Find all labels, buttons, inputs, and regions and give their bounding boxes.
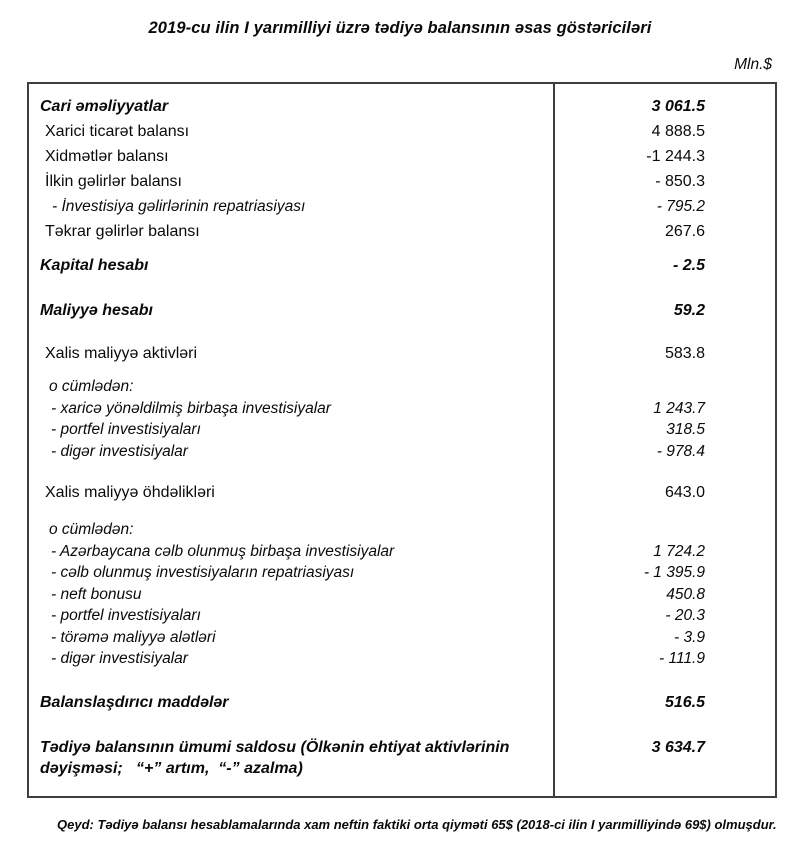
row-value: - 1 395.9 [643, 564, 705, 581]
row-label: Xalis maliyyə öhdəlikləri [45, 484, 215, 501]
column-divider [553, 84, 555, 796]
row-value: 3 634.7 [651, 738, 705, 756]
row-label: - portfel investisiyaları [51, 607, 201, 624]
row-value: 59.2 [673, 302, 705, 319]
table-row [29, 562, 775, 584]
row-value: -1 244.3 [646, 148, 705, 165]
table-row [29, 648, 775, 670]
row-value: 450.8 [666, 585, 705, 603]
row-value: 318.5 [666, 421, 705, 438]
row-value: - 2.5 [672, 257, 705, 274]
row-label: - xaricə yönəldilmiş birbaşa investisiyalar [51, 399, 331, 417]
row-label: Tədiyə balansının ümumi saldosu (Ölkənin ehtiyat aktivlərinin dəyişməsi; “+” artım, “-” azalma) [40, 738, 514, 777]
row-label: - törəmə maliyyə alətləri [51, 628, 216, 646]
row-value: 1 724.2 [653, 542, 705, 560]
row-label: Xalis maliyyə aktivləri [45, 345, 198, 362]
balance-of-payments-table [27, 82, 777, 798]
row-label: Xarici ticarət balansı [45, 123, 190, 140]
row-label: - Azərbaycana cəlb olunmuş birbaşa investisiyalar [51, 542, 395, 560]
row-value: - 3.9 [673, 628, 705, 646]
table-row [29, 341, 775, 366]
row-value [553, 376, 775, 398]
row-label: Balanslaşdırıcı maddələr [40, 693, 229, 711]
table-row [29, 94, 775, 119]
row-value: 267.6 [664, 223, 705, 240]
row-value: 1 243.7 [653, 399, 705, 417]
footnote: Qeyd: Tədiyə balansı hesablamalarında xam neftin faktiki orta qiyməti 65$ (2018-ci ilin I yarımilliyində 69$) olmuşdur. [57, 817, 777, 832]
row-value: - 850.3 [655, 173, 705, 190]
unit-label: Mln.$ [734, 56, 772, 73]
table-row [29, 605, 775, 627]
row-value: - 795.2 [656, 198, 705, 215]
row-label: o cümlədən: [49, 521, 134, 538]
row-label: - portfel investisiyaları [51, 421, 201, 438]
row-label: Xidmətlər balansı [45, 148, 169, 165]
row-value: - 20.3 [665, 607, 705, 624]
row-value: 583.8 [664, 345, 705, 362]
row-label: - digər investisiyalar [51, 650, 188, 667]
table-row [29, 219, 775, 244]
row-value: - 111.9 [659, 650, 705, 667]
row-label: - digər investisiyalar [51, 442, 188, 460]
row-value: 3 061.5 [651, 98, 705, 115]
balance-table-rows [29, 84, 775, 796]
row-label: - cəlb olunmuş investisiyaların repatriasiyası [51, 564, 355, 581]
row-label: - neft bonusu [51, 585, 142, 603]
row-label: Maliyyə hesabı [40, 302, 153, 319]
table-row [29, 144, 775, 169]
table-row [29, 541, 775, 563]
row-value: 4 888.5 [651, 123, 705, 140]
table-row [29, 298, 775, 323]
table-row [29, 376, 775, 398]
row-label: o cümlədən: [49, 378, 134, 395]
row-value: 643.0 [664, 484, 705, 501]
table-row [29, 194, 775, 219]
table-row [29, 441, 775, 463]
table-row [29, 119, 775, 144]
table-row [29, 169, 775, 194]
row-label: Təkrar gəlirlər balansı [45, 223, 200, 240]
row-value: - 978.4 [656, 442, 705, 460]
row-label: - İnvestisiya gəlirlərinin repatriasiyası [52, 198, 306, 215]
table-row [29, 737, 775, 780]
row-label: Cari əməliyyatlar [40, 98, 169, 115]
table-row [29, 398, 775, 420]
row-value [553, 519, 775, 541]
table-row [29, 690, 775, 715]
table-row [29, 627, 775, 649]
row-label: İlkin gəlirlər balansı [45, 173, 182, 190]
table-row [29, 253, 775, 278]
page-title: 2019-cu ilin I yarımilliyi üzrə tədiyə balansının əsas göstəriciləri [148, 19, 652, 37]
row-value: 516.5 [664, 693, 705, 711]
table-row [29, 419, 775, 441]
table-row [29, 519, 775, 541]
row-label: Kapital hesabı [40, 257, 149, 274]
table-row [29, 480, 775, 505]
table-row [29, 584, 775, 606]
